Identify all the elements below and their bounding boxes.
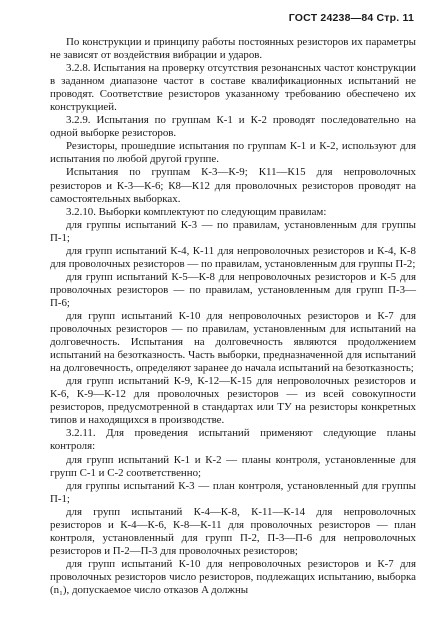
- paragraph-3-2-9: 3.2.9. Испытания по группам К-1 и К-2 проводят последовательно на одной выборке резисторов.: [50, 114, 416, 140]
- list-item-k10-k7: для групп испытаний К-10 для непроволочных резисторов и К-7 для проволочных резисторов — по правилам, установленным для испытаний на долговечность. Испытания на долговечность являются продолжением испытаний на безотказность. Часть выборки, предназначенной для испытаний на долговечность, определяют заранее до начала испытаний на безотказность;: [50, 309, 416, 375]
- paragraph-resistors-k1-k2: Резисторы, прошедшие испытания по группам К-1 и К-2, используют для испытания по любой другой группе.: [50, 140, 416, 166]
- list-item-k9-k15: для групп испытаний К-9, К-12—К-15 для непроволочных резисторов и К-6, К-9—К-12 для проволочных резисторов — из всей совокупности резисторов, предусмотренной в стандартах или ТУ на резисторы конкретных типов и находящихся в производстве.: [50, 375, 416, 427]
- paragraph-intro: По конструкции и принципу работы постоянных резисторов их параметры не зависят от воздействия вибрации и ударов.: [50, 36, 416, 62]
- list-item-k4-k11: для групп испытаний К-4, К-11 для непроволочных резисторов и К-4, К-8 для проволочных резисторов — по правилам, установленным для группы П-2;: [50, 244, 416, 270]
- plan-item-k4-k14: для групп испытаний К-4—К-8, К-11—К-14 для непроволочных резисторов и К-4—К-6, К-8—К-11 для проволочных резисторов — план контроля, установленный для групп П-2, П-3—П-6 для непроволочных резисторов и П-2—П-3 для проволочных резисторов;: [50, 505, 416, 557]
- list-item-k3: для группы испытаний К-3 — по правилам, установленным для группы П-1;: [50, 218, 416, 244]
- plan-item-k3: для группы испытаний К-3 — план контроля, установленный для группы П-1;: [50, 479, 416, 505]
- document-body: [50, 36, 416, 597]
- page-header: ГОСТ 24238—84 Стр. 11: [288, 12, 414, 24]
- paragraph-3-2-8: 3.2.8. Испытания на проверку отсутствия резонансных частот конструкции в заданном диапазоне частот в составе квалификационных испытаний не проводят. Соответствие резисторов указанному требованию обеспечено их конструкцией.: [50, 62, 416, 114]
- list-item-k5-k8: для групп испытаний К-5—К-8 для непроволочных резисторов и К-5 для проволочных резисторов — по правилам, установленным для групп П-3—П-6;: [50, 270, 416, 309]
- paragraph-separate-samples: Испытания по группам К-3—К-9; К11—К15 для непроволочных резисторов и К-3—К-6; К8—К12 для проволочных резисторов проводят на самостоятельных выборках.: [50, 166, 416, 205]
- plan-item-k10-k7: для групп испытаний К-10 для непроволочных резисторов и К-7 для проволочных резисторов число резисторов, подлежащих испытанию, выборка (n₁), допускаемое число отказов A должны: [50, 557, 416, 596]
- plan-item-k1-k2: для групп испытаний К-1 и К-2 — планы контроля, установленные для групп С-1 и С-2 соответственно;: [50, 453, 416, 479]
- paragraph-3-2-11: 3.2.11. Для проведения испытаний применяют следующие планы контроля:: [50, 427, 416, 453]
- paragraph-3-2-10: 3.2.10. Выборки комплектуют по следующим правилам:: [66, 205, 327, 218]
